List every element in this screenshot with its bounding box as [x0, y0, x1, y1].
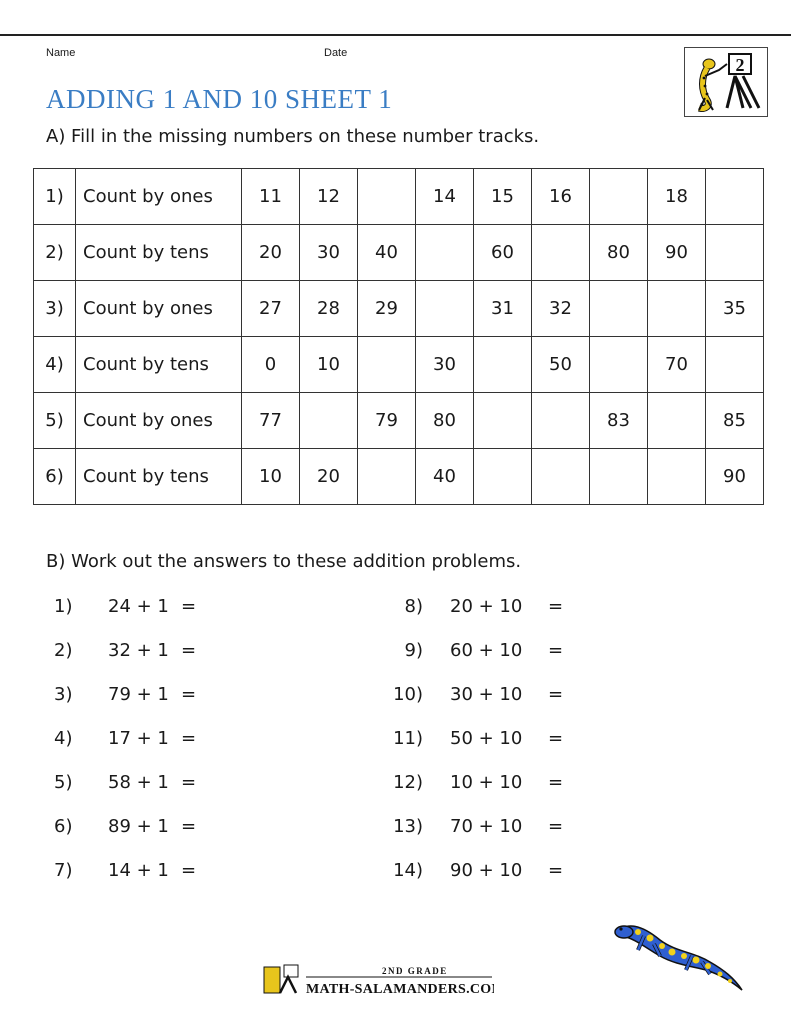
problem-expression: 10 + 10 — [450, 772, 523, 793]
track-blank-cell[interactable] — [706, 225, 764, 281]
problem-number: 1) — [54, 596, 73, 617]
section-b-instruction: B) Work out the answers to these addition problems. — [46, 551, 522, 572]
equals-sign: = — [181, 728, 197, 749]
track-row-number: 5) — [34, 393, 76, 449]
track-number-cell: 60 — [474, 225, 532, 281]
worksheet-title: ADDING 1 AND 10 SHEET 1 — [46, 84, 393, 114]
equals-sign: = — [548, 860, 564, 881]
problem-number: 7) — [54, 860, 73, 881]
track-blank-cell[interactable] — [474, 449, 532, 505]
equals-sign: = — [181, 596, 197, 617]
problem-number: 6) — [54, 816, 73, 837]
track-number-cell: 14 — [416, 169, 474, 225]
grade-badge: 2 — [735, 55, 745, 75]
track-blank-cell[interactable] — [416, 225, 474, 281]
problem-expression: 20 + 10 — [450, 596, 523, 617]
track-number-cell: 79 — [358, 393, 416, 449]
track-number-cell: 80 — [590, 225, 648, 281]
problem-number: 11) — [393, 728, 423, 749]
track-row-number: 1) — [34, 169, 76, 225]
track-number-cell: 85 — [706, 393, 764, 449]
track-blank-cell[interactable] — [590, 169, 648, 225]
problem-expression: 90 + 10 — [450, 860, 523, 881]
track-blank-cell[interactable] — [590, 449, 648, 505]
equals-sign: = — [181, 772, 197, 793]
track-number-cell: 30 — [300, 225, 358, 281]
track-number-cell: 29 — [358, 281, 416, 337]
track-blank-cell[interactable] — [300, 393, 358, 449]
track-number-cell: 15 — [474, 169, 532, 225]
track-row-number: 2) — [34, 225, 76, 281]
track-number-cell: 18 — [648, 169, 706, 225]
track-number-cell: 50 — [532, 337, 590, 393]
track-row-label: Count by ones — [76, 169, 242, 225]
problem-expression: 30 + 10 — [450, 684, 523, 705]
track-blank-cell[interactable] — [706, 169, 764, 225]
problem-number: 14) — [393, 860, 423, 881]
problem-expression: 50 + 10 — [450, 728, 523, 749]
equals-sign: = — [548, 596, 564, 617]
equals-sign: = — [548, 728, 564, 749]
track-number-cell: 70 — [648, 337, 706, 393]
problem-number: 2) — [54, 640, 73, 661]
salamander-teacher-logo-icon — [684, 47, 768, 117]
problem-expression: 70 + 10 — [450, 816, 523, 837]
track-number-cell: 35 — [706, 281, 764, 337]
problem-expression: 17 + 1 — [108, 728, 169, 749]
track-row — [34, 449, 764, 505]
track-row-label: Count by tens — [76, 449, 242, 505]
track-number-cell: 90 — [648, 225, 706, 281]
track-row-label: Count by tens — [76, 337, 242, 393]
track-blank-cell[interactable] — [590, 281, 648, 337]
track-blank-cell[interactable] — [648, 449, 706, 505]
footer-site-text: MATH-SALAMANDERS.COM — [306, 982, 494, 997]
track-number-cell: 10 — [300, 337, 358, 393]
equals-sign: = — [181, 684, 197, 705]
track-row — [34, 393, 764, 449]
top-divider — [0, 34, 791, 36]
track-number-cell: 20 — [300, 449, 358, 505]
equals-sign: = — [548, 684, 564, 705]
track-number-cell: 16 — [532, 169, 590, 225]
footer-grade-text: 2ND GRADE — [382, 966, 448, 976]
track-number-cell: 27 — [242, 281, 300, 337]
track-row — [34, 169, 764, 225]
section-a-instruction: A) Fill in the missing numbers on these number tracks. — [46, 126, 540, 147]
track-row-label: Count by tens — [76, 225, 242, 281]
track-number-cell: 12 — [300, 169, 358, 225]
track-number-cell: 30 — [416, 337, 474, 393]
track-number-cell: 11 — [242, 169, 300, 225]
equals-sign: = — [181, 640, 197, 661]
track-number-cell: 10 — [242, 449, 300, 505]
problem-number: 12) — [393, 772, 423, 793]
track-row-number: 4) — [34, 337, 76, 393]
track-number-cell: 90 — [706, 449, 764, 505]
track-row-number: 6) — [34, 449, 76, 505]
date-label: Date — [324, 47, 348, 59]
track-number-cell: 77 — [242, 393, 300, 449]
number-tracks-table — [33, 168, 764, 505]
track-row-label: Count by ones — [76, 281, 242, 337]
problem-expression: 58 + 1 — [108, 772, 169, 793]
track-blank-cell[interactable] — [706, 337, 764, 393]
equals-sign: = — [548, 816, 564, 837]
track-blank-cell[interactable] — [358, 449, 416, 505]
problem-expression: 32 + 1 — [108, 640, 169, 661]
track-number-cell: 0 — [242, 337, 300, 393]
track-blank-cell[interactable] — [590, 337, 648, 393]
track-blank-cell[interactable] — [648, 281, 706, 337]
problem-expression: 89 + 1 — [108, 816, 169, 837]
track-row-number: 3) — [34, 281, 76, 337]
math-salamanders-footer-logo — [262, 963, 494, 997]
problem-expression: 14 + 1 — [108, 860, 169, 881]
track-number-cell: 31 — [474, 281, 532, 337]
track-number-cell: 40 — [358, 225, 416, 281]
track-blank-cell[interactable] — [532, 393, 590, 449]
track-number-cell: 32 — [532, 281, 590, 337]
problem-number: 13) — [393, 816, 423, 837]
track-blank-cell[interactable] — [474, 337, 532, 393]
track-blank-cell[interactable] — [358, 169, 416, 225]
name-label: Name — [46, 47, 76, 59]
track-blank-cell[interactable] — [416, 281, 474, 337]
problem-expression: 24 + 1 — [108, 596, 169, 617]
track-number-cell: 83 — [590, 393, 648, 449]
problem-number: 5) — [54, 772, 73, 793]
track-number-cell: 20 — [242, 225, 300, 281]
equals-sign: = — [548, 640, 564, 661]
track-blank-cell[interactable] — [358, 337, 416, 393]
problem-number: 3) — [54, 684, 73, 705]
track-row — [34, 281, 764, 337]
problem-number: 8) — [404, 596, 423, 617]
track-blank-cell[interactable] — [532, 449, 590, 505]
equals-sign: = — [548, 772, 564, 793]
track-blank-cell[interactable] — [532, 225, 590, 281]
track-number-cell: 28 — [300, 281, 358, 337]
problem-number: 9) — [404, 640, 423, 661]
equals-sign: = — [181, 860, 197, 881]
track-row-label: Count by ones — [76, 393, 242, 449]
problem-number: 4) — [54, 728, 73, 749]
track-blank-cell[interactable] — [474, 393, 532, 449]
problem-expression: 60 + 10 — [450, 640, 523, 661]
problem-number: 10) — [393, 684, 423, 705]
track-row — [34, 225, 764, 281]
salamander-icon — [614, 916, 746, 994]
track-number-cell: 80 — [416, 393, 474, 449]
track-row — [34, 337, 764, 393]
problem-expression: 79 + 1 — [108, 684, 169, 705]
track-blank-cell[interactable] — [648, 393, 706, 449]
track-number-cell: 40 — [416, 449, 474, 505]
equals-sign: = — [181, 816, 197, 837]
